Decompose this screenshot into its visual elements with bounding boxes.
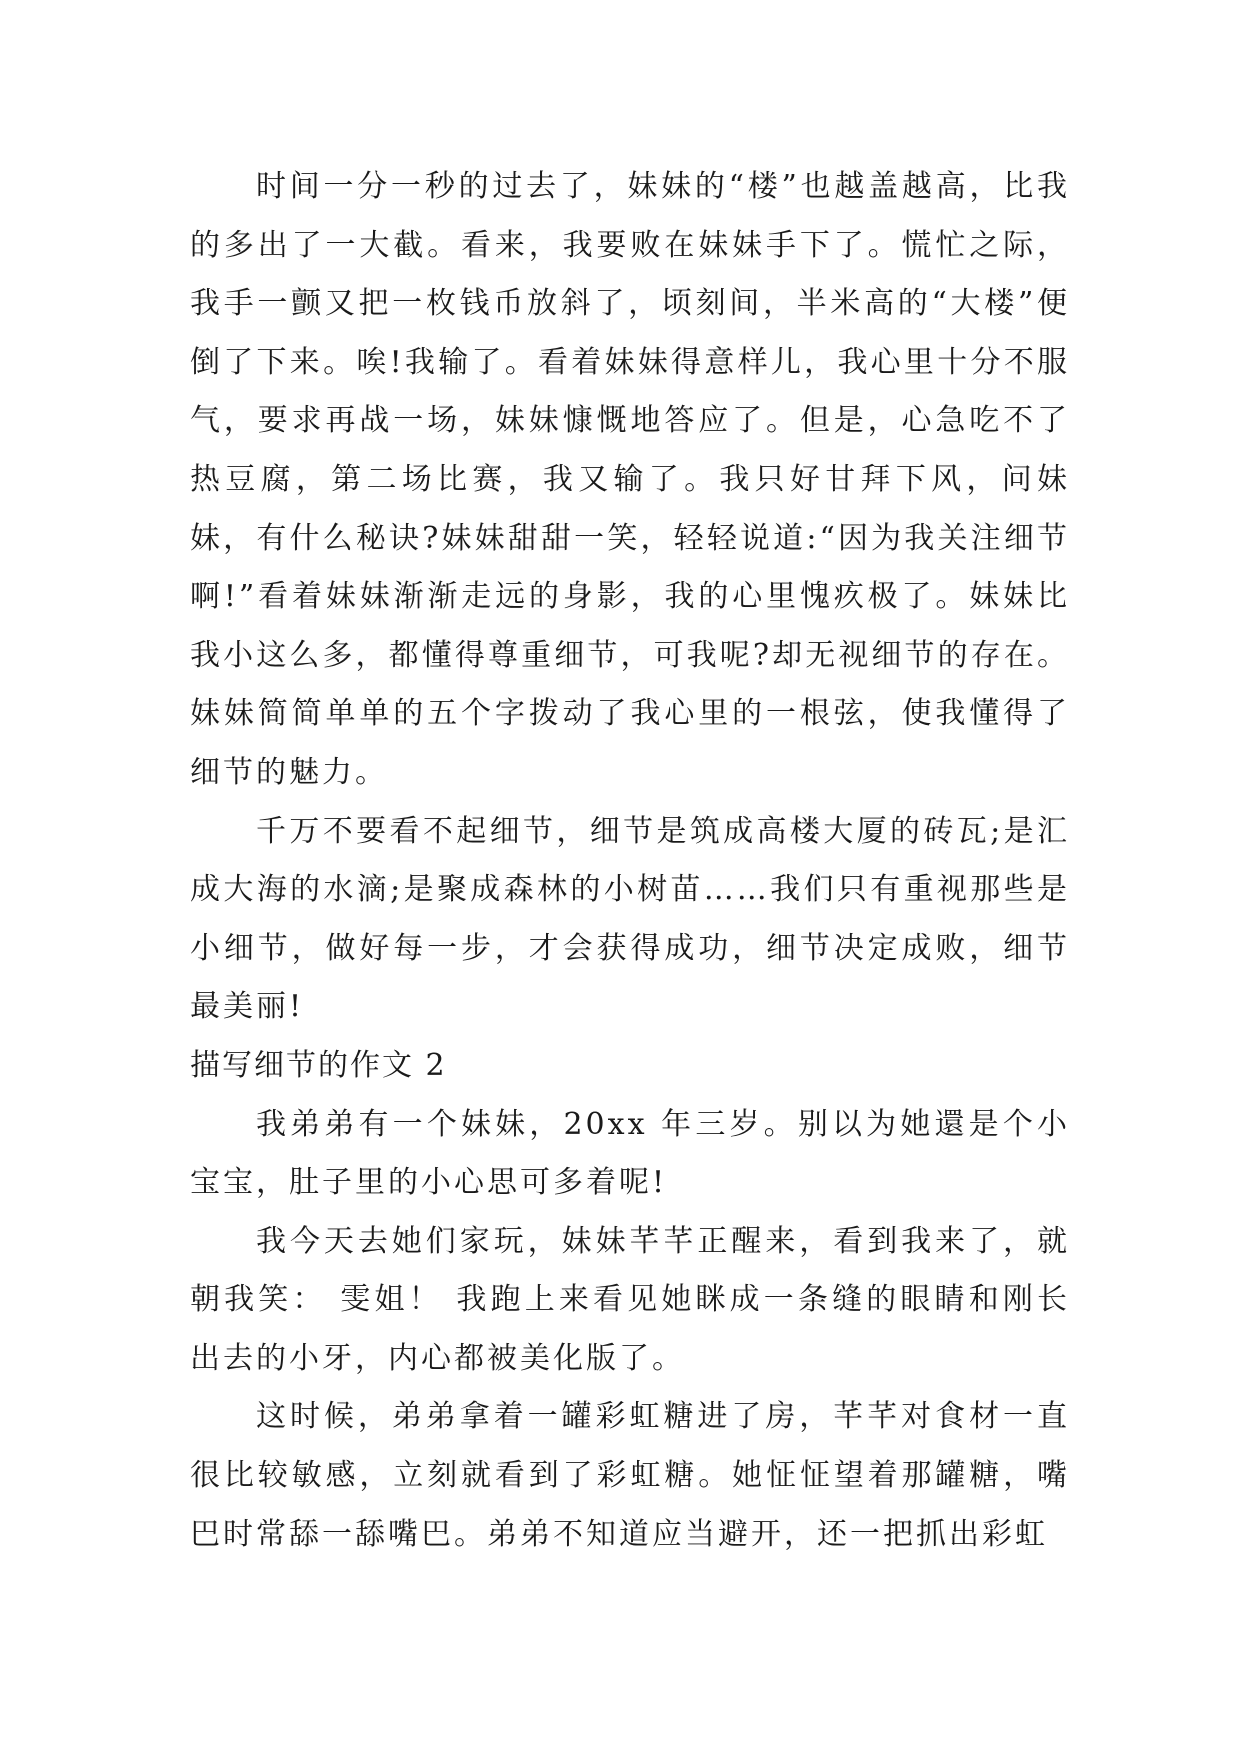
paragraph-5: 这时候，弟弟拿着一罐彩虹糖进了房，芊芊对食材一直很比较敏感，立刻就看到了彩虹糖。她怔怔望着那罐糖，嘴巴时常舔一舔嘴巴。弟弟不知道应当避开，还一把抓出彩虹 [190,1399,1070,1552]
paragraph-2: 千万不要看不起细节，细节是筑成高楼大厦的砖瓦;是汇成大海的水滴;是聚成森林的小树苗……我们只有重视那些是小细节，做好每一步，才会获得成功，细节决定成败，细节最美丽! [190,813,1070,1025]
paragraph-1: 时间一分一秒的过去了，妹妹的“楼”也越盖越高，比我的多出了一大截。看来，我要败在妹妹手下了。慌忙之际，我手一颤又把一枚钱币放斜了，顷刻间，半米高的“大楼”便倒了下来。唉!我输了。看着妹妹得意样儿，我心里十分不服气，要求再战一场，妹妹慷慨地答应了。但是，心急吃不了热豆腐，第二场比赛，我又输了。我只好甘拜下风，问妹妹，有什么秘诀?妹妹甜甜一笑，轻轻说道:“因为我关注细节啊!”看着妹妹渐渐走远的身影，我的心里愧疚极了。妹妹比我小这么多，都懂得尊重细节，可我呢?却无视细节的存在。妹妹简简单单的五个字拨动了我心里的一根弦，使我懂得了细节的魅力。 [190,169,1070,790]
paragraph-4: 我今天去她们家玩，妹妹芊芊正醒来，看到我来了，就朝我笑： 雯姐！ 我跑上来看见她眯成一条缝的眼睛和刚长出去的小牙，内心都被美化版了。 [190,1223,1070,1376]
document-body [190,158,1070,1564]
paragraph-3: 我弟弟有一个妹妹，20xx 年三岁。别以为她還是个小宝宝，肚子里的小心思可多着呢! [190,1106,1070,1201]
section-heading: 描写细节的作文 2 [190,1047,447,1083]
